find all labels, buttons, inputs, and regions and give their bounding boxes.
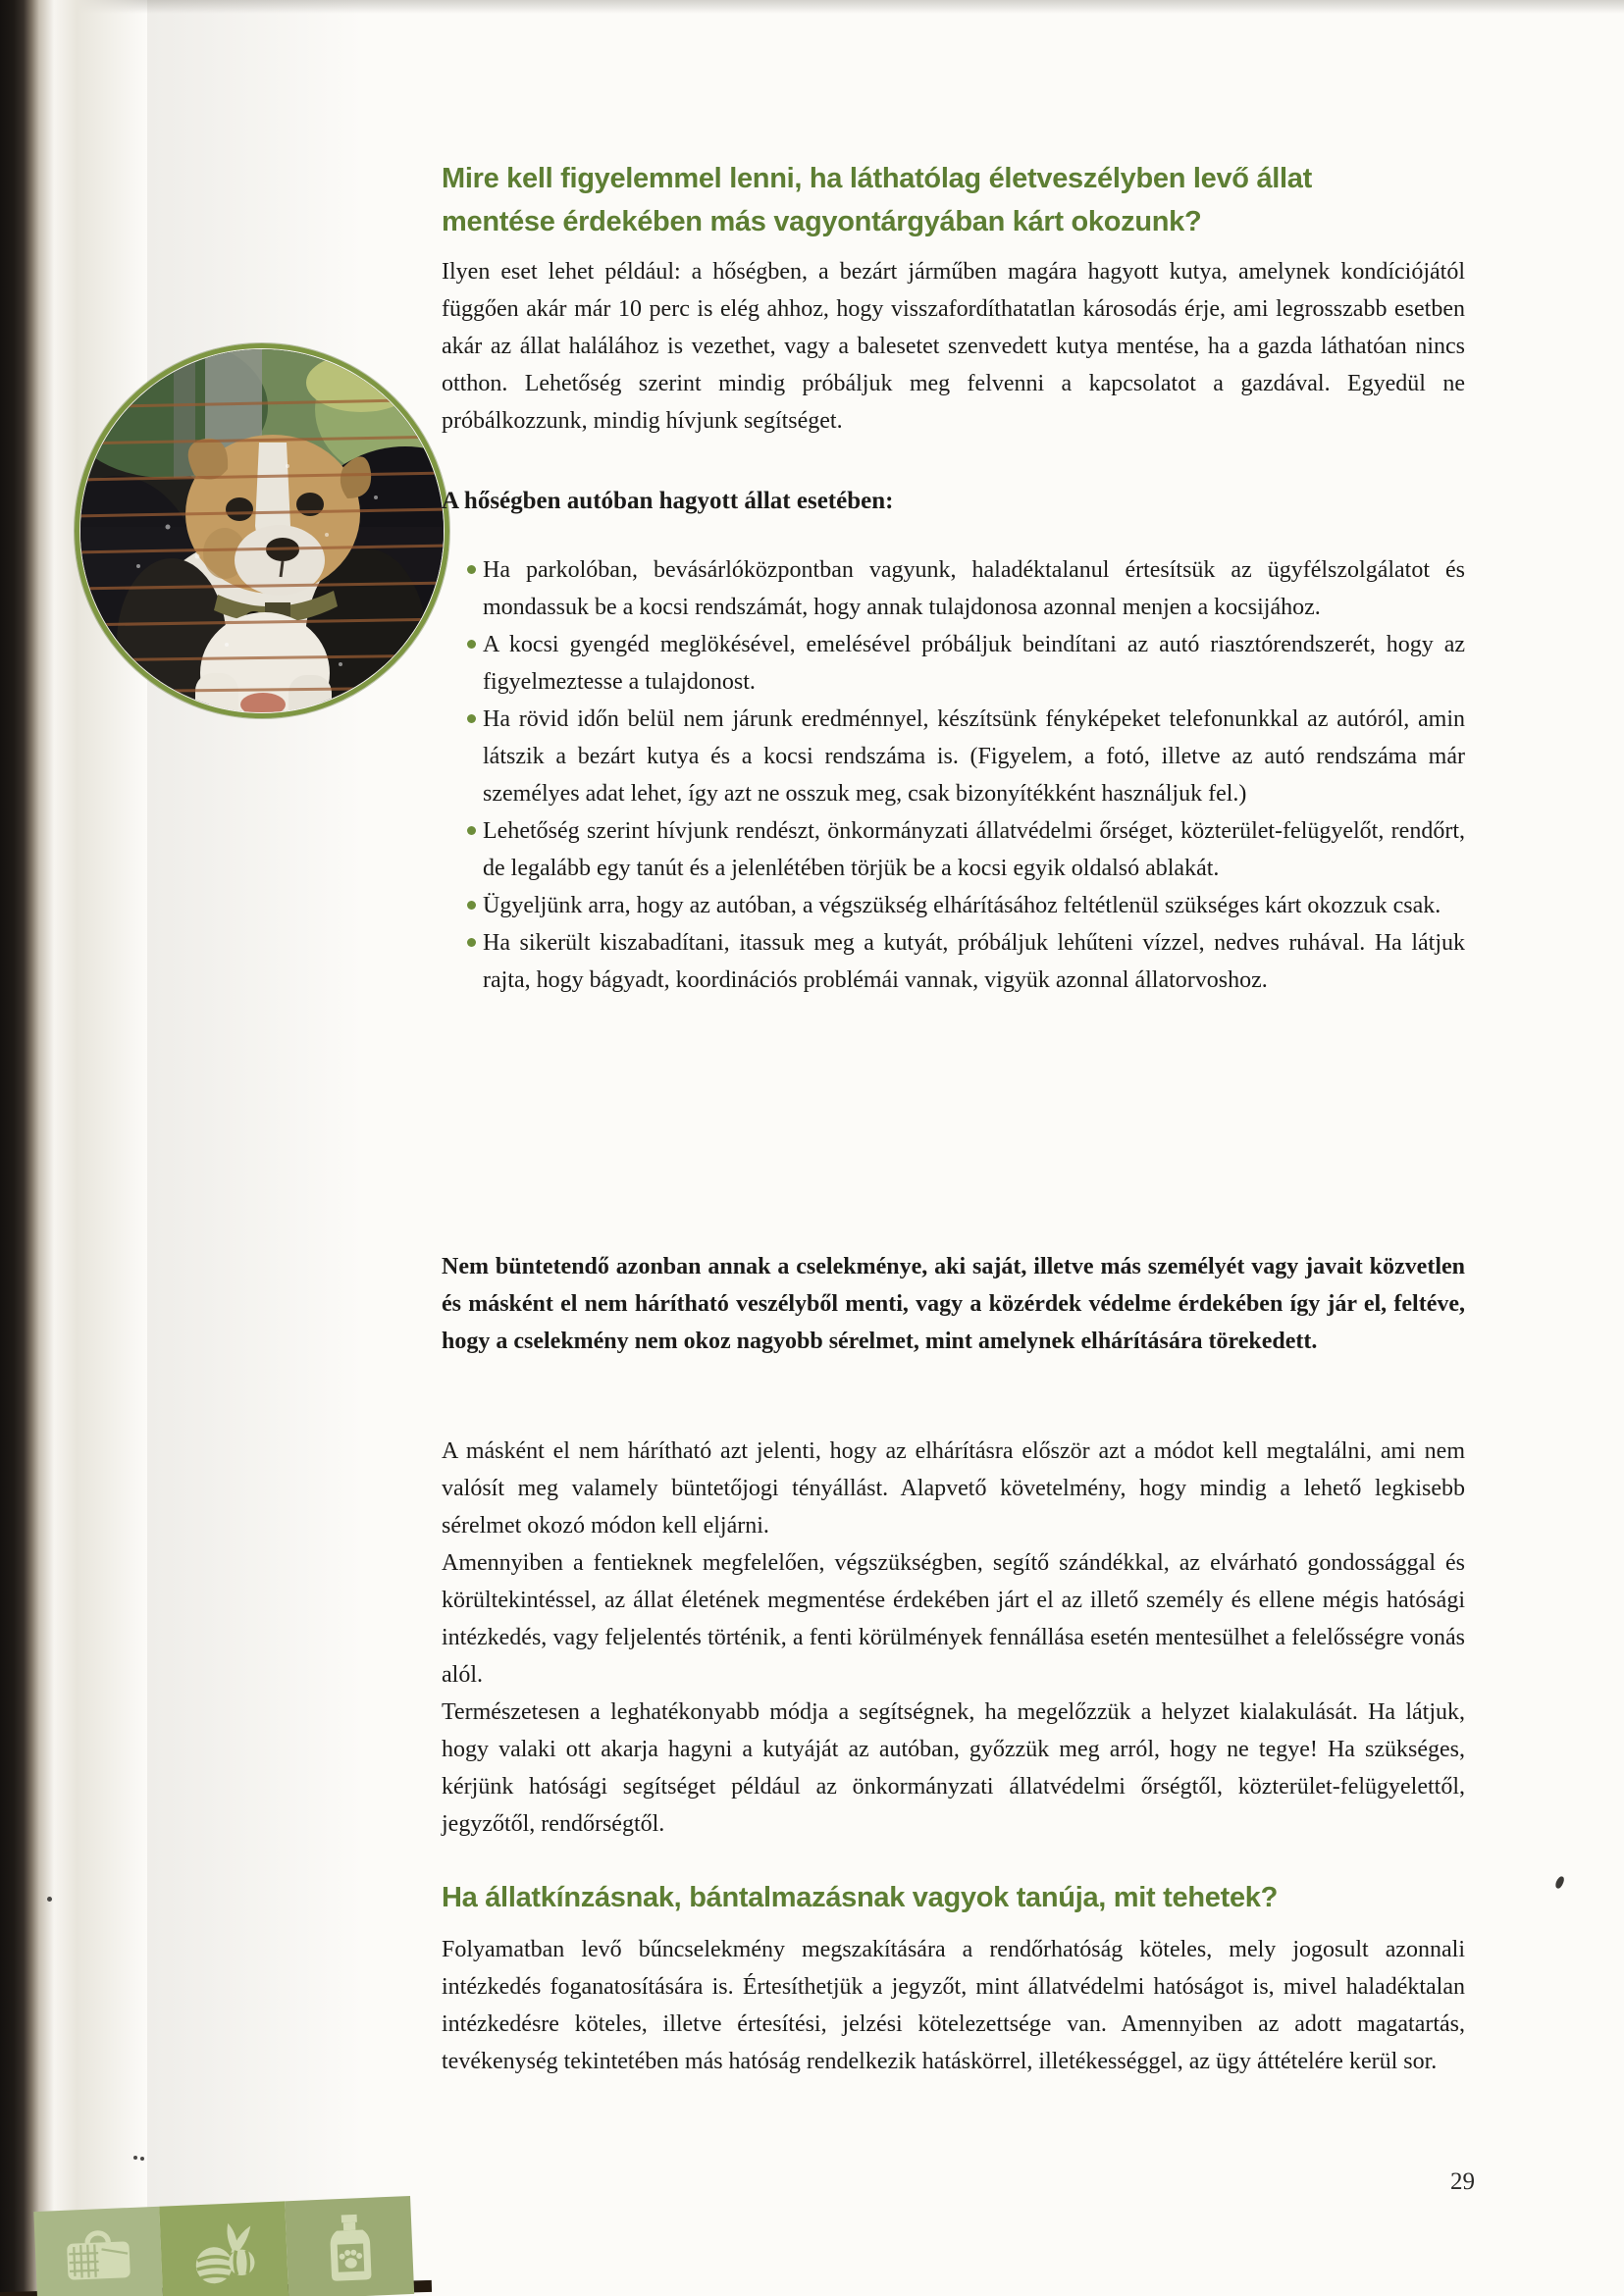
book-spine-shadow (0, 0, 147, 2296)
bullet-item: Ha sikerült kiszabadítani, itassuk meg a kutyát, próbáljuk lehűteni vízzel, nedves ruhával. Ha látjuk rajta, hogy bágyadt, koordinációs problémái vannak, vigyük azonnal állatorvoshoz. (442, 924, 1465, 999)
section2-paragraph: Folyamatban levő bűncselekmény megszakítására a rendőrhatóság köteles, mely jogosult azonnali intézkedés foganatosítására is. Értesíthetjük a jegyzőt, mint állatvédelmi hatóságot is, mivel haladéktalan intézkedésre köteles, illetve értesítési, jelzési kötelezettsége van. Amennyiben az adott magatartás, tevékenység tekintetében más hatóság rendelkezik hatáskörrel, illetékességgel, az ügy áttételére kerül sor. (442, 1937, 1465, 2074)
legal-note-bold: Nem büntetendő azonban annak a cselekménye, aki saját, illetve más személyét vagy javait közvetlen és másként el nem hárítható veszélyből menti, vagy a közérdek védelme érdekében így jár el, feltéve, hogy a cselekmény nem okoz nagyobb sérelmet, mint amelynek elhárítására törekedett. (442, 1254, 1465, 1354)
section2-heading-line: Ha állatkínzásnak, bántalmazásnak vagyok tanúja, mit tehetek? (442, 1882, 1279, 1913)
section1-subheading: A hőségben autóban hagyott állat esetében: (442, 488, 894, 514)
scan-speck (47, 1897, 52, 1902)
footer-square-3 (285, 2196, 414, 2296)
bullet-item: Ha rövid időn belül nem járunk eredménnyel, készítsünk fényképeket telefonunkkal az autóról, amin látszik a bezárt kutya és a kocsi rendszáma is. (Figyelem, a fotó, illetve az autó rendszáma már személyes adat lehet, így azt ne osszuk meg, csak bizonyítékként használjuk fel.) (442, 701, 1465, 812)
bullet-list (442, 551, 1465, 999)
dog-photo-illustration (79, 348, 445, 713)
section1-heading-line2: mentése érdekében más vagyontárgyában kárt okozunk? (442, 206, 1202, 237)
section1-heading-line1: Mire kell figyelemmel lenni, ha láthatólag életveszélyben levő állat (442, 163, 1312, 194)
section1-heading (442, 157, 1465, 243)
dog-photo (75, 343, 449, 718)
paragraph: Amennyiben a fentieknek megfelelően, végszükségben, segítő szándékkal, az elvárható gondossággal és körültekintéssel, az állat életének megmentése érdekében járt el az illető személy és ellene mégis hatósági intézkedés, vagy feljelentés történik, a fenti körülmények fennállása esetén mentesülhet a felelősségre vonás alól. (442, 1550, 1465, 1688)
pet-carrier-icon (48, 2213, 150, 2296)
section1-intro: Ilyen eset lehet például: a hőségben, a bezárt járműben magára hagyott kutya, amelynek kondíciójától függően akár már 10 perc is elég ahhoz, hogy visszafordíthatatlan károsodás érje, ami legrosszabb esetben akár az állat halálához is vezethet, vagy a balesetet szenvedett kutya mentése, ha a gazda láthatóan nincs otthon. Lehetőség szerint mindig próbáljuk meg felvenni a kapcsolatot a gazdával. Egyedül ne próbálkozzunk, mindig hívjunk segítséget. (442, 259, 1465, 434)
footer-square-1 (33, 2207, 163, 2296)
shampoo-bottle-icon (298, 2203, 400, 2293)
paragraph: A másként el nem hárítható azt jelenti, hogy az elhárításra először azt a módot kell megtalálni, ami nem valósít meg valamely büntetőjogi tényállást. Alapvető követelmény, hogy mindig a lehető legkisebb sérelmet okozó módon kell eljárni. (442, 1438, 1465, 1539)
page-number: 29 (1450, 2168, 1475, 2195)
bullet-item: Ha parkolóban, bevásárlóközpontban vagyunk, haladéktalanul értesítsük az ügyfélszolgálatot és mondassuk be a kocsi rendszámát, hogy annak tulajdonosa azonnal menjen a kocsijához. (442, 551, 1465, 626)
bullet-item: Lehetőség szerint hívjunk rendészt, önkormányzati állatvédelmi őrséget, közterület-felügyelőt, rendőrt, de legalább egy tanút és a jelenlétében törjük be a kocsi egyik oldalsó ablakát. (442, 812, 1465, 887)
bullet-item: Ügyeljünk arra, hogy az autóban, a végszükség elhárításához feltétlenül szükséges kárt okozzuk csak. (442, 887, 1465, 924)
pet-toys-icon (173, 2208, 275, 2296)
paragraph: Természetesen a leghatékonyabb módja a segítségnek, ha megelőzzük a helyzet kialakulását. Ha látjuk, hogy valaki ott akarja hagyni a kutyáját az autóban, győzzük meg arról, hogy ne tegye! Ha szükséges, kérjünk hatósági segítséget például az önkormányzati állatvédelmi őrségtől, közterület-felügyelettől, jegyzőtől, rendőrségtől. (442, 1699, 1465, 1837)
explanation-paragraphs (442, 1433, 1465, 1843)
scan-speck (133, 2156, 137, 2160)
bullet-item: A kocsi gyengéd meglökésével, emelésével próbáljuk beindítani az autó riasztórendszerét, hogy az figyelmeztesse a tulajdonost. (442, 626, 1465, 701)
section2-heading (442, 1876, 1465, 1919)
scan-speck (1554, 1875, 1565, 1890)
footer-square-2 (159, 2201, 288, 2296)
footer-icon-strip (33, 2196, 414, 2296)
